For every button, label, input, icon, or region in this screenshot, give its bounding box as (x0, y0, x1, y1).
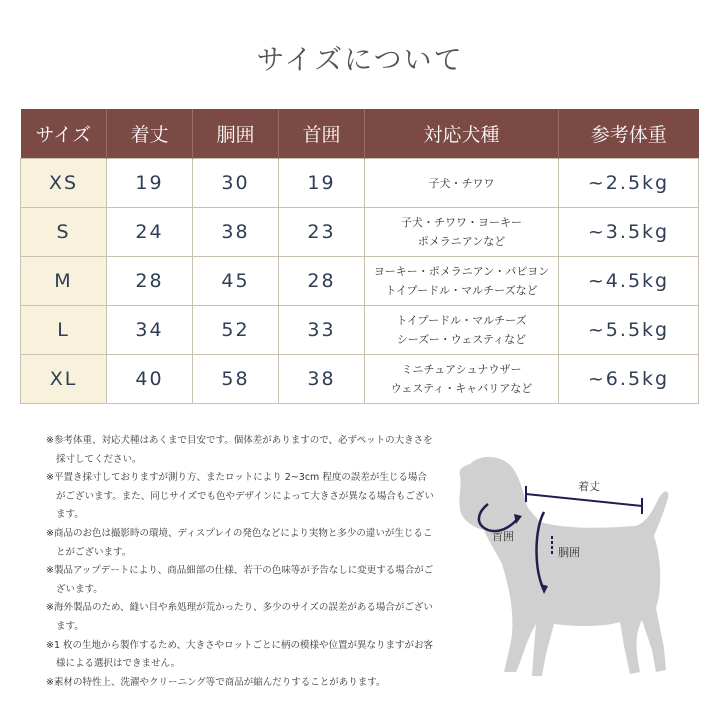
neck-cell: 23 (279, 208, 365, 257)
length-cell: 24 (107, 208, 193, 257)
breed-line-2: ポメラニアンなど (417, 235, 506, 248)
chest-cell: 52 (193, 306, 279, 355)
neck-label: 首囲 (492, 530, 514, 543)
weight-cell: ~4.5kg (559, 257, 699, 306)
breed-line-2: シーズー・ウェスティなど (396, 333, 527, 346)
weight-cell: ~6.5kg (559, 355, 699, 404)
breed-line-2: トイプードル・マルチーズなど (385, 284, 538, 297)
note-item: ※1 枚の生地から製作するため、大きさやロットごとに柄の模様や位置が異なりますがお客様による選択はできません。 (46, 639, 433, 670)
dog-measurement-diagram (430, 440, 710, 710)
header-neck: 首囲 (279, 109, 365, 159)
length-cell: 19 (107, 159, 193, 208)
note-item: ※平置き採寸しておりますが測り方、またロットにより 2~3cm 程度の誤差が生じる場合がございます。また、同じサイズでも色やデザインによって大きさが異なる場合もございます。 (46, 472, 434, 521)
chest-cell: 45 (193, 257, 279, 306)
breed-line-1: 子犬・チワワ (428, 176, 495, 190)
size-cell: S (21, 208, 107, 257)
table-row (21, 208, 699, 257)
weight-cell: ~5.5kg (559, 306, 699, 355)
size-table (20, 109, 699, 404)
size-cell: XL (21, 355, 107, 404)
note-item: ※海外製品のため、縫い目や糸処理が荒かったり、多少のサイズの誤差がある場合がございます。 (46, 602, 433, 632)
chest-cell: 38 (193, 208, 279, 257)
table-row (21, 306, 699, 355)
breed-cell (365, 257, 559, 306)
neck-cell: 33 (279, 306, 365, 355)
breed-line-1: ヨーキー・ポメラニアン・パピヨン (373, 265, 550, 278)
note-item: ※製品アップデートにより、商品細部の仕様、若干の色味等が予告なしに変更する場合がございます。 (46, 565, 434, 595)
neck-cell: 38 (279, 355, 365, 404)
header-size: サイズ (21, 109, 107, 159)
weight-cell: ~3.5kg (559, 208, 699, 257)
page-title: サイズについて (256, 43, 464, 76)
dog-silhouette-icon (459, 457, 668, 676)
breed-line-1: ミニチュアシュナウザー (401, 363, 522, 376)
note-item: ※素材の特性上、洗濯やクリーニング等で商品が縮んだりすることがあります。 (46, 676, 386, 688)
table-header-row (21, 109, 699, 159)
weight-cell: ~2.5kg (559, 159, 699, 208)
chest-cell: 58 (193, 355, 279, 404)
table-row (21, 355, 699, 404)
size-cell: XS (21, 159, 107, 208)
length-cell: 40 (107, 355, 193, 404)
size-cell: L (21, 306, 107, 355)
breed-cell (365, 306, 559, 355)
chest-label: 胴囲 (558, 546, 580, 559)
neck-cell: 28 (279, 257, 365, 306)
length-cell: 34 (107, 306, 193, 355)
table-row (21, 257, 699, 306)
breed-cell (365, 208, 559, 257)
length-cell: 28 (107, 257, 193, 306)
note-item: ※参考体重、対応犬種はあくまで目安です。個体差がありますので、必ずペットの大きさを採寸してください。 (46, 435, 433, 465)
breed-line-1: トイプードル・マルチーズ (396, 314, 527, 327)
header-weight: 参考体重 (559, 109, 699, 159)
breed-cell (365, 159, 559, 208)
notes-list (46, 432, 436, 692)
length-label: 着丈 (578, 480, 600, 493)
header-breed: 対応犬種 (365, 109, 559, 159)
header-length: 着丈 (107, 109, 193, 159)
header-chest: 胴囲 (193, 109, 279, 159)
note-item: ※商品のお色は撮影時の環境、ディスプレイの発色などにより実物と多少の違いが生じることがございます。 (46, 527, 433, 558)
table-row (21, 159, 699, 208)
chest-cell: 30 (193, 159, 279, 208)
breed-cell (365, 355, 559, 404)
breed-line-1: 子犬・チワワ・ヨーキー (401, 216, 522, 229)
size-cell: M (21, 257, 107, 306)
neck-cell: 19 (279, 159, 365, 208)
breed-line-2: ウェスティ・キャバリアなど (390, 382, 533, 395)
